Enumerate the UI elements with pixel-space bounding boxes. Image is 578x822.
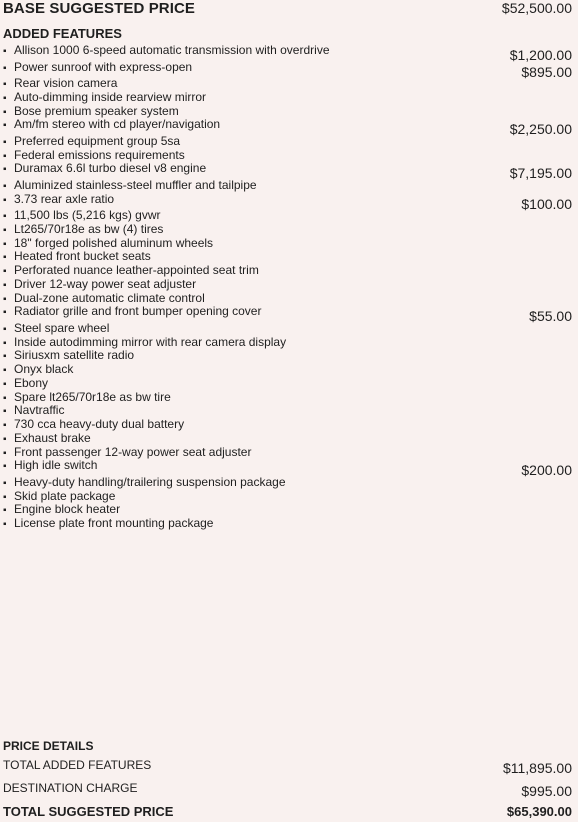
feature-item	[3, 458, 572, 479]
feature-item	[3, 476, 572, 490]
feature-label: Front passenger 12-way power seat adjuster	[14, 444, 252, 459]
feature-price: $100.00	[521, 195, 572, 212]
feature-item	[3, 117, 572, 138]
total-suggested-price-value: $65,390.00	[506, 804, 572, 819]
bullet-icon: ▪	[3, 505, 7, 517]
bullet-icon: ▪	[3, 224, 7, 236]
feature-label: 11,500 lbs (5,216 kgs) gvwr	[14, 208, 161, 222]
feature-label: Preferred equipment group 5sa	[14, 133, 181, 148]
added-features-list	[3, 44, 572, 531]
feature-price: $55.00	[529, 308, 572, 325]
feature-item	[3, 517, 572, 531]
total-added-features-label: TOTAL ADDED FEATURES	[3, 758, 152, 772]
feature-item	[3, 404, 572, 418]
feature-item	[3, 223, 572, 237]
feature-item	[3, 237, 572, 251]
feature-item	[3, 179, 572, 193]
feature-label: 730 cca heavy-duty dual battery	[14, 417, 185, 431]
feature-label: Exhaust brake	[14, 430, 91, 445]
bullet-icon: ▪	[3, 477, 7, 489]
feature-label: Navtraffic	[14, 403, 65, 418]
feature-item	[3, 432, 572, 446]
feature-label: Ebony	[14, 375, 49, 390]
feature-item	[3, 336, 572, 350]
price-details-heading: PRICE DETAILS	[3, 739, 94, 753]
total-added-features-value: $11,895.00	[502, 760, 572, 776]
bullet-icon: ▪	[3, 307, 7, 319]
bullet-icon: ▪	[3, 106, 7, 118]
bullet-icon: ▪	[3, 337, 7, 349]
feature-label: Siriusxm satellite radio	[14, 348, 135, 363]
added-features-heading: ADDED FEATURES	[3, 26, 122, 41]
feature-label: Aluminized stainless-steel muffler and tailpipe	[14, 177, 257, 192]
feature-price: $1,200.00	[509, 47, 572, 63]
feature-item	[3, 363, 572, 377]
bullet-icon: ▪	[3, 238, 7, 250]
bullet-icon: ▪	[3, 461, 7, 473]
feature-label: Bose premium speaker system	[14, 103, 179, 118]
feature-item	[3, 61, 572, 78]
feature-label: Spare lt265/70r18e as bw tire	[14, 389, 171, 404]
feature-item	[3, 490, 572, 504]
destination-charge-value: $995.00	[521, 783, 572, 799]
bullet-icon: ▪	[3, 92, 7, 104]
total-added-features-row	[3, 758, 572, 776]
feature-item	[3, 292, 572, 306]
feature-item	[3, 446, 572, 460]
bullet-icon: ▪	[3, 79, 7, 90]
bullet-icon: ▪	[3, 420, 7, 431]
bullet-icon: ▪	[3, 120, 7, 132]
bullet-icon: ▪	[3, 252, 7, 264]
feature-item	[3, 161, 572, 182]
feature-label: Inside autodimming mirror with rear camera display	[14, 334, 287, 349]
feature-label: Onyx black	[14, 362, 74, 376]
feature-item	[3, 264, 572, 278]
feature-label: 18" forged polished aluminum wheels	[14, 235, 214, 250]
feature-item	[3, 193, 572, 210]
total-suggested-price-row	[3, 804, 572, 822]
feature-item	[3, 349, 572, 363]
bullet-icon: ▪	[3, 323, 7, 335]
feature-label: Heated front bucket seats	[14, 249, 151, 264]
feature-label: Allison 1000 6-speed automatic transmission with overdrive	[14, 43, 330, 57]
feature-label: Rear vision camera	[14, 76, 118, 90]
bullet-icon: ▪	[3, 266, 7, 277]
feature-item	[3, 503, 572, 517]
bullet-icon: ▪	[3, 433, 7, 445]
feature-label: Radiator grille and front bumper opening cover	[14, 304, 262, 319]
feature-price: $200.00	[521, 462, 572, 479]
bullet-icon: ▪	[3, 194, 7, 206]
feature-label: High idle switch	[14, 458, 98, 473]
bullet-icon: ▪	[3, 62, 7, 74]
bullet-icon: ▪	[3, 279, 7, 291]
feature-item	[3, 77, 572, 91]
feature-item	[3, 250, 572, 264]
feature-price: $895.00	[521, 63, 572, 80]
base-price-row	[3, 0, 572, 18]
feature-item	[3, 304, 572, 325]
feature-label: Federal emissions requirements	[14, 147, 185, 162]
feature-item	[3, 209, 572, 223]
feature-label: Power sunroof with express-open	[14, 59, 193, 74]
bullet-icon: ▪	[3, 150, 7, 162]
feature-item	[3, 91, 572, 105]
feature-label: Steel spare wheel	[14, 320, 110, 335]
bullet-icon: ▪	[3, 519, 7, 530]
base-price-value: $52,500.00	[501, 0, 572, 16]
feature-label: Engine block heater	[14, 502, 121, 517]
feature-item	[3, 135, 572, 149]
bullet-icon: ▪	[3, 164, 7, 176]
feature-label: 3.73 rear axle ratio	[14, 191, 115, 206]
feature-item	[3, 278, 572, 292]
feature-label: Heavy-duty handling/trailering suspension package	[14, 474, 286, 489]
feature-item	[3, 391, 572, 405]
feature-label: Driver 12-way power seat adjuster	[14, 276, 197, 291]
bullet-icon: ▪	[3, 491, 7, 503]
feature-label: Lt265/70r18e as bw (4) tires	[14, 221, 164, 236]
destination-charge-row	[3, 781, 572, 799]
total-suggested-price-label: TOTAL SUGGESTED PRICE	[3, 804, 174, 819]
bullet-icon: ▪	[3, 392, 7, 404]
bullet-icon: ▪	[3, 136, 7, 148]
bullet-icon: ▪	[3, 406, 7, 418]
feature-label: Perforated nuance leather-appointed seat trim	[14, 263, 259, 277]
bullet-icon: ▪	[3, 378, 7, 390]
base-price-label: BASE SUGGESTED PRICE	[3, 0, 196, 17]
bullet-icon: ▪	[3, 46, 7, 57]
feature-label: Skid plate package	[14, 488, 116, 503]
bullet-icon: ▪	[3, 365, 7, 376]
feature-item	[3, 149, 572, 163]
feature-label: Dual-zone automatic climate control	[14, 290, 205, 305]
feature-price: $7,195.00	[509, 165, 572, 182]
bullet-icon: ▪	[3, 211, 7, 222]
feature-item	[3, 322, 572, 336]
feature-price: $2,250.00	[509, 121, 572, 138]
feature-item	[3, 44, 572, 61]
feature-label: Am/fm stereo with cd player/navigation	[14, 117, 221, 132]
bullet-icon: ▪	[3, 293, 7, 305]
bullet-icon: ▪	[3, 180, 7, 192]
destination-charge-label: DESTINATION CHARGE	[3, 781, 138, 795]
feature-item	[3, 105, 572, 119]
feature-label: Auto-dimming inside rearview mirror	[14, 89, 207, 104]
feature-label: License plate front mounting package	[14, 516, 214, 530]
feature-label: Duramax 6.6l turbo diesel v8 engine	[14, 161, 207, 176]
bullet-icon: ▪	[3, 351, 7, 363]
bullet-icon: ▪	[3, 447, 7, 459]
feature-item	[3, 418, 572, 432]
feature-item	[3, 377, 572, 391]
